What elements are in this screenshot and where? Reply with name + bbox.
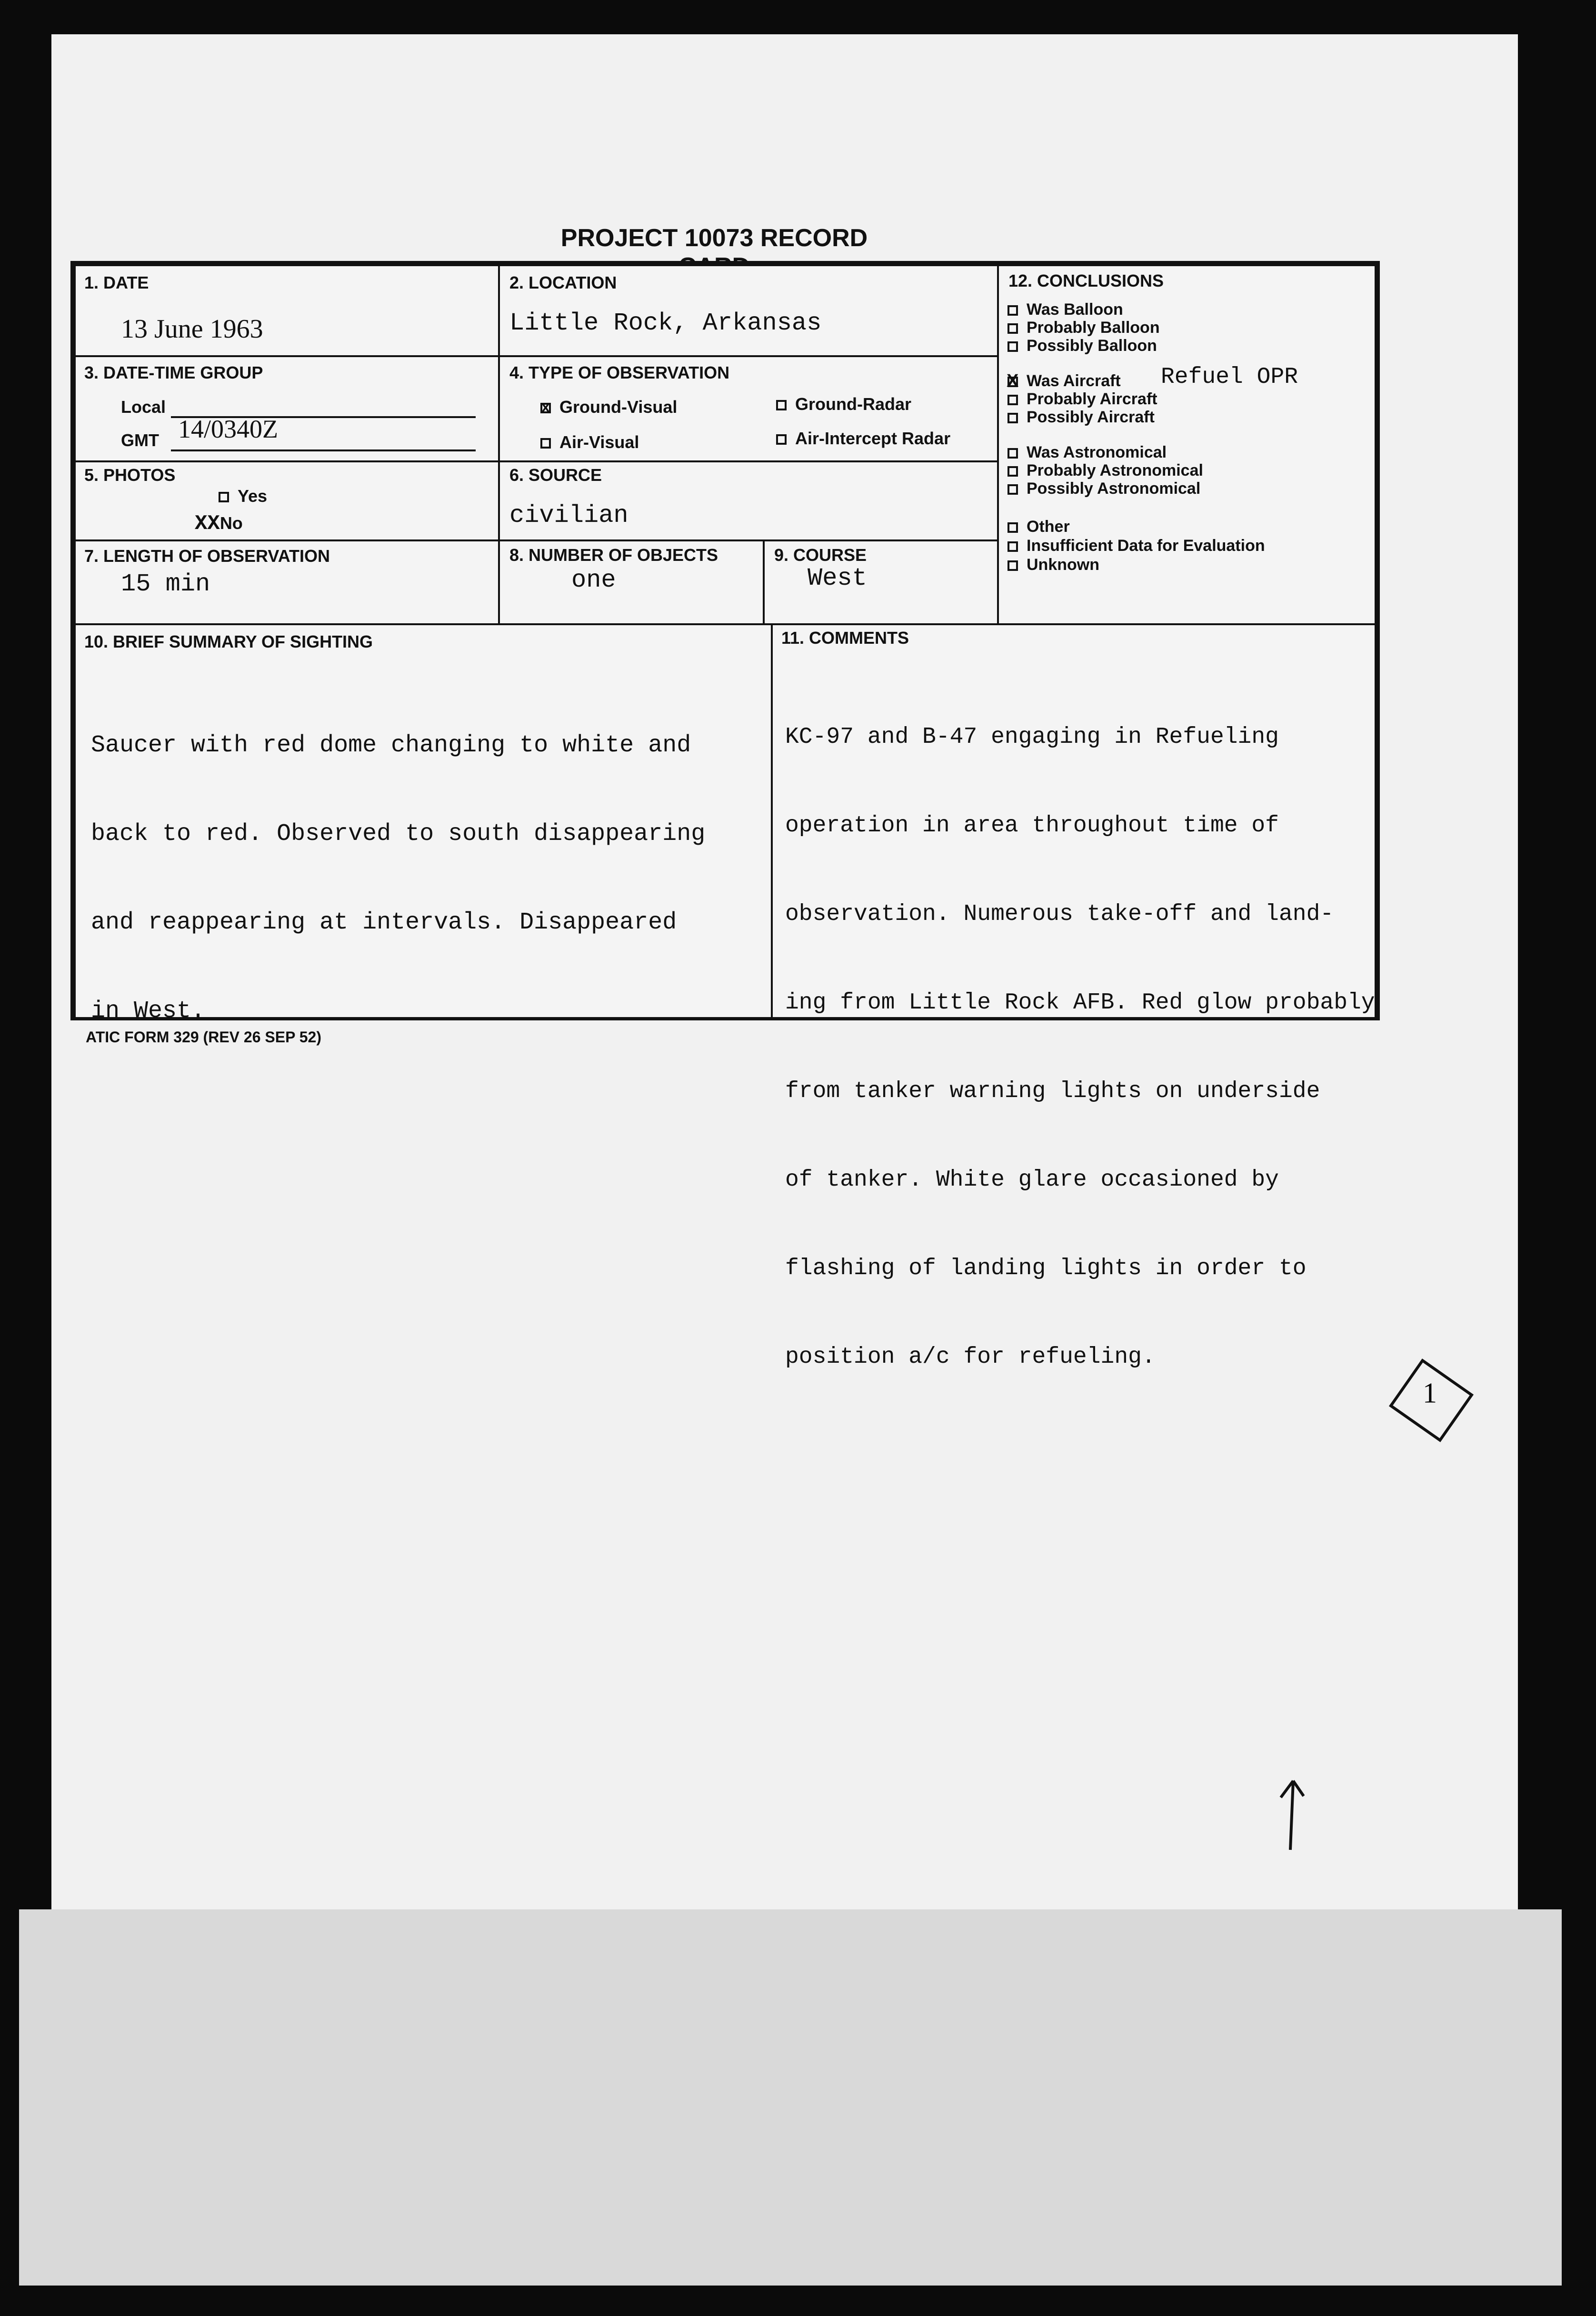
air-visual-checkbox (540, 438, 551, 449)
conclusion-checkbox-checked: X (1007, 371, 1019, 391)
gmt-underline (171, 449, 476, 451)
source-cell (498, 460, 999, 541)
date-label: 1. DATE (84, 273, 149, 292)
dtg-gmt-label: GMT (121, 430, 159, 450)
conclusion-was-balloon: Was Balloon (1007, 300, 1123, 319)
conclusions-label: 12. CONCLUSIONS (1008, 271, 1164, 290)
comments-line: position a/c for refueling. (785, 1344, 1156, 1370)
air-visual-option: Air-Visual (540, 432, 639, 452)
ground-radar-option: Ground-Radar (776, 394, 911, 414)
conclusion-was-aircraft: X Was Aircraft (1007, 371, 1121, 391)
comments-line: observation. Numerous take-off and land- (785, 901, 1334, 927)
comments-line: ing from Little Rock AFB. Red glow probably (785, 990, 1375, 1016)
air-intercept-radar-checkbox (776, 434, 787, 445)
conclusion-checkbox (1007, 413, 1018, 423)
number-value: one (571, 566, 616, 594)
length-cell (74, 539, 500, 625)
comments-line: of tanker. White glare occasioned by (785, 1167, 1279, 1193)
conclusion-checkbox (1007, 448, 1018, 459)
conclusion-checkbox (1007, 484, 1018, 495)
conclusion-possibly-aircraft: Possibly Aircraft (1007, 408, 1155, 427)
photos-yes-option: Yes (219, 486, 267, 506)
length-value: 15 min (121, 570, 210, 598)
conclusion-possibly-astronomical: Possibly Astronomical (1007, 479, 1200, 498)
conclusion-checkbox (1007, 341, 1018, 352)
location-cell (498, 264, 999, 357)
refuel-note: Refuel OPR (1161, 364, 1298, 390)
air-intercept-radar-option: Air-Intercept Radar (776, 429, 950, 449)
conclusion-checkbox (1007, 560, 1018, 571)
date-cell (74, 264, 500, 357)
ground-visual-checkbox: x (540, 403, 551, 413)
conclusion-probably-astronomical: Probably Astronomical (1007, 461, 1203, 480)
course-cell (763, 539, 999, 625)
comments-line: operation in area throughout time of (785, 813, 1279, 839)
summary-text (91, 672, 705, 1085)
conclusion-probably-balloon: Probably Balloon (1007, 319, 1160, 337)
conclusion-checkbox (1007, 305, 1018, 316)
photos-no-option: XXNo (195, 512, 243, 536)
conclusion-possibly-balloon: Possibly Balloon (1007, 337, 1157, 355)
conclusion-checkbox (1007, 522, 1018, 533)
dtg-local-label: Local (121, 397, 166, 417)
conclusion-checkbox (1007, 323, 1018, 334)
course-value: West (808, 564, 867, 592)
page-number-stamp-text: 1 (1423, 1377, 1437, 1409)
summary-line: back to red. Observed to south disappearing (91, 820, 706, 848)
comments-line: flashing of landing lights in order to (785, 1256, 1307, 1281)
photos-cell (74, 460, 500, 541)
summary-line: and reappearing at intervals. Disappeared (91, 909, 677, 936)
conclusions-cell (997, 264, 1377, 625)
conclusion-probably-aircraft: Probably Aircraft (1007, 390, 1157, 409)
conclusion-checkbox (1007, 395, 1018, 405)
conclusion-checkbox (1007, 466, 1018, 477)
source-label: 6. SOURCE (509, 465, 602, 485)
location-value: Little Rock, Arkansas (509, 309, 822, 337)
handwritten-arrow-icon (1276, 1771, 1305, 1852)
summary-cell (74, 623, 773, 1025)
card-title: PROJECT 10073 RECORD (560, 224, 868, 252)
photos-label: 5. PHOTOS (84, 465, 176, 485)
date-value: 13 June 1963 (121, 314, 263, 344)
conclusion-unknown: Unknown (1007, 556, 1099, 574)
length-label: 7. LENGTH OF OBSERVATION (84, 546, 330, 566)
type-label: 4. TYPE OF OBSERVATION (509, 363, 730, 382)
comments-label: 11. COMMENTS (781, 628, 909, 648)
ground-radar-checkbox (776, 400, 787, 410)
source-value: civilian (509, 501, 628, 529)
location-label: 2. LOCATION (509, 273, 617, 292)
date-time-group-cell (74, 355, 500, 462)
summary-line: in West. (91, 998, 206, 1025)
photos-yes-checkbox (219, 492, 229, 502)
number-label: 8. NUMBER OF OBJECTS (509, 545, 718, 565)
summary-line: Saucer with red dome changing to white and (91, 732, 691, 759)
conclusion-checkbox (1007, 541, 1018, 552)
conclusion-was-astronomical: Was Astronomical (1007, 443, 1167, 462)
conclusion-insufficient-data: Insufficient Data for Evaluation (1007, 537, 1265, 555)
ground-visual-option: x Ground-Visual (541, 397, 678, 417)
dtg-gmt-value: 14/0340Z (178, 415, 278, 443)
dtg-label: 3. DATE-TIME GROUP (84, 363, 263, 382)
summary-label: 10. BRIEF SUMMARY OF SIGHTING (84, 632, 373, 651)
number-of-objects-cell (498, 539, 765, 625)
type-of-observation-cell (498, 355, 999, 462)
comments-line: KC-97 and B-47 engaging in Refueling (785, 724, 1279, 750)
comments-line: from tanker warning lights on underside (785, 1078, 1320, 1104)
scan-background (19, 1909, 1562, 2286)
comments-text (785, 663, 1375, 1431)
conclusion-other: Other (1007, 518, 1070, 536)
comments-cell (771, 623, 1377, 1370)
form-number: ATIC FORM 329 (REV 26 SEP 52) (86, 1028, 321, 1046)
photos-no-mark: XX (195, 512, 220, 536)
course-label: 9. COURSE (774, 545, 867, 565)
